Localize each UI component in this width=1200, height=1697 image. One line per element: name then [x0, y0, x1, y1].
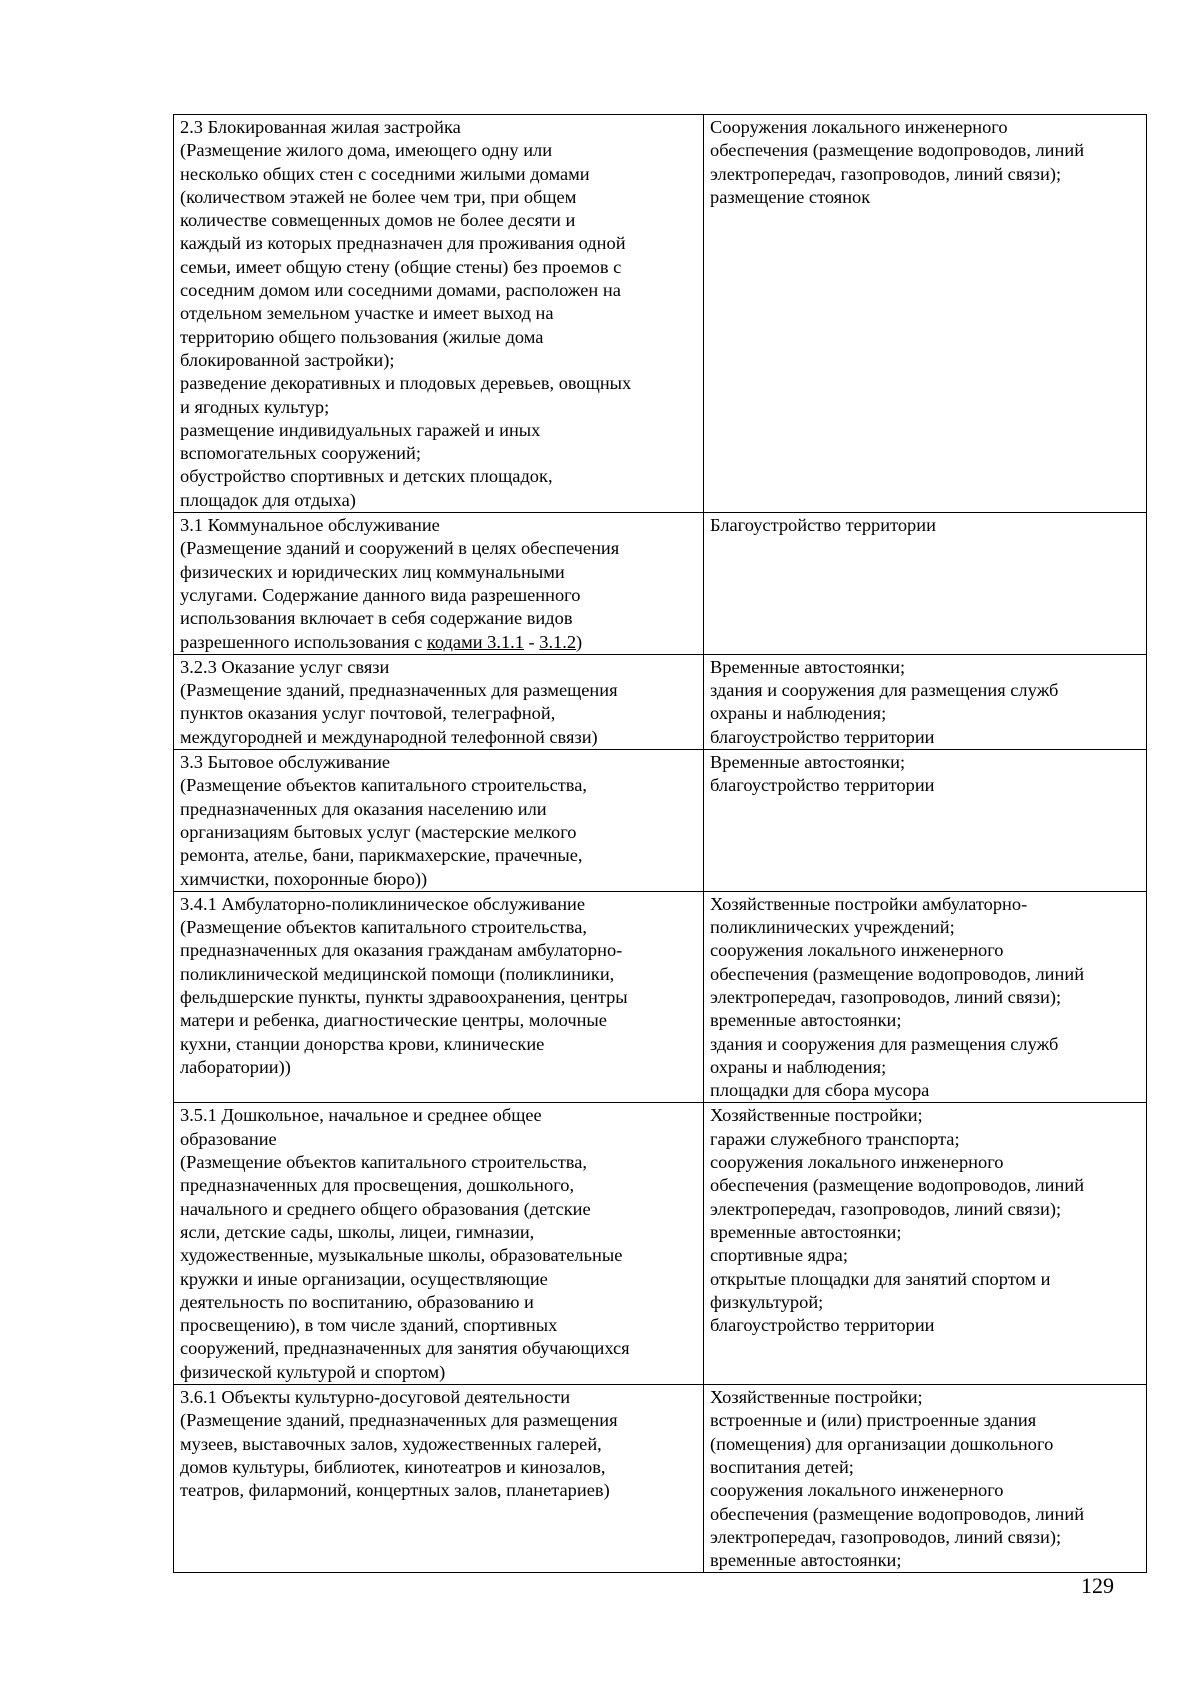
cell-line: Хозяйственные постройки; [710, 1387, 923, 1408]
cell-line: (Размещение объектов капитального строительства, [180, 1152, 587, 1173]
codes-link-3-1-1[interactable]: кодами 3.1.1 [426, 631, 524, 652]
cell-line: предназначенных для оказания гражданам амбулаторно- [180, 940, 623, 961]
cell-line: здания и сооружения для размещения служб [710, 1033, 1059, 1054]
cell-line: благоустройство территории [710, 775, 935, 796]
cell-line: (Размещение зданий, предназначенных для размещения [180, 1410, 618, 1431]
cell-line: химчистки, похоронные бюро)) [180, 868, 428, 889]
cell-line: размещение стоянок [710, 186, 871, 207]
cell-line: электропередач, газопроводов, линий связи); [710, 163, 1062, 184]
table-row [174, 115, 1147, 513]
cell-line: Хозяйственные постройки; [710, 1105, 923, 1126]
cell-line: матери и ребенка, диагностические центры, молочные [180, 1010, 607, 1031]
auxiliary-use-cell [704, 750, 1147, 892]
cell-line: обеспечения (размещение водопроводов, линий [710, 140, 1085, 161]
auxiliary-use-cell [704, 115, 1147, 513]
main-use-cell [174, 1385, 704, 1573]
cell-line: обеспечения (размещение водопроводов, линий [710, 1503, 1085, 1524]
cell-line: предназначенных для просвещения, дошкольного, [180, 1175, 575, 1196]
cell-line: и ягодных культур; [180, 396, 330, 417]
cell-line: Сооружения локального инженерного [710, 117, 1008, 137]
auxiliary-use-cell [704, 513, 1147, 655]
auxiliary-use-cell [704, 1385, 1147, 1573]
cell-line: организациям бытовых услуг (мастерские мелкого [180, 821, 577, 842]
cell-line: деятельность по воспитанию, образованию и [180, 1291, 534, 1312]
main-use-cell [174, 654, 704, 749]
cell-line: площадок для отдыха) [180, 489, 356, 510]
cell-line: (Размещение жилого дома, имеющего одну или [180, 140, 553, 161]
cell-line: пунктов оказания услуг почтовой, телеграфной, [180, 703, 556, 724]
cell-line: благоустройство территории [710, 726, 935, 747]
cell-line: физических и юридических лиц коммунальными [180, 561, 565, 582]
cell-line: 3.2.3 Оказание услуг связи [180, 656, 390, 677]
cell-text: разрешенного использования с [180, 631, 427, 652]
main-use-cell [174, 513, 704, 655]
cell-line: сооружения локального инженерного [710, 1480, 1004, 1501]
cell-line: электропередач, газопроводов, линий связи); [710, 1198, 1062, 1219]
cell-line: 3.3 Бытовое обслуживание [180, 752, 391, 773]
cell-line: временные автостоянки; [710, 1010, 902, 1031]
cell-line: (Размещение зданий, предназначенных для размещения [180, 680, 618, 701]
main-use-cell [174, 1103, 704, 1385]
cell-line: Хозяйственные постройки амбулаторно- [710, 893, 1028, 914]
cell-line: благоустройство территории [710, 1315, 935, 1336]
cell-line: встроенные и (или) пристроенные здания [710, 1410, 1037, 1431]
cell-line: обеспечения (размещение водопроводов, линий [710, 1175, 1085, 1196]
page-number: 129 [1081, 1573, 1114, 1598]
cell-text: ) [576, 631, 583, 652]
cell-line: (Размещение объектов капитального строительства, [180, 775, 587, 796]
table-row [174, 1385, 1147, 1573]
cell-line: ремонта, ателье, бани, парикмахерские, прачечные, [180, 845, 583, 866]
table-row [174, 654, 1147, 749]
cell-line: начального и среднего общего образования (детские [180, 1198, 591, 1219]
cell-line: сооружений, предназначенных для занятия обучающихся [180, 1338, 630, 1359]
cell-line: семьи, имеет общую стену (общие стены) без проемов с [180, 256, 622, 277]
cell-line: (Размещение объектов капитального строительства, [180, 917, 587, 938]
cell-line: временные автостоянки; [710, 1550, 902, 1571]
table-row [174, 891, 1147, 1103]
cell-line: соседним домом или соседними домами, расположен на [180, 280, 621, 301]
cell-line: блокированной застройки); [180, 349, 395, 370]
cell-line: Благоустройство территории [710, 515, 936, 536]
cell-line: открытые площадки для занятий спортом и [710, 1268, 1051, 1289]
cell-line [180, 631, 697, 654]
cell-line: просвещению), в том числе зданий, спортивных [180, 1315, 558, 1336]
cell-line: предназначенных для оказания населению или [180, 798, 547, 819]
cell-line: поликлинических учреждений; [710, 917, 955, 938]
cell-line: воспитания детей; [710, 1456, 854, 1477]
cell-line: электропередач, газопроводов, линий связи); [710, 986, 1062, 1007]
cell-line: сооружения локального инженерного [710, 1152, 1004, 1173]
cell-line: Временные автостоянки; [710, 656, 906, 677]
cell-line: междугородней и международной телефонной связи) [180, 726, 598, 747]
cell-line: сооружения локального инженерного [710, 940, 1004, 961]
cell-line: театров, филармоний, концертных залов, планетариев) [180, 1480, 610, 1501]
cell-line: поликлинической медицинской помощи (поликлиники, [180, 963, 615, 984]
cell-text: - [523, 631, 540, 652]
cell-line: обустройство спортивных и детских площадок, [180, 466, 553, 487]
table-row [174, 750, 1147, 892]
cell-line: физкультурой; [710, 1291, 824, 1312]
cell-line: охраны и наблюдения; [710, 703, 887, 724]
table-row [174, 1103, 1147, 1385]
cell-line: кухни, станции донорства крови, клинические [180, 1033, 545, 1054]
cell-line: отдельном земельном участке и имеет выход на [180, 303, 554, 324]
cell-line: 2.3 Блокированная жилая застройка [180, 117, 461, 137]
cell-line: музеев, выставочных залов, художественных галерей, [180, 1433, 602, 1454]
table-row [174, 513, 1147, 655]
cell-line: 3.1 Коммунальное обслуживание [180, 515, 440, 536]
cell-line: размещение индивидуальных гаражей и иных [180, 419, 541, 440]
cell-line: Временные автостоянки; [710, 752, 906, 773]
cell-line: площадки для сбора мусора [710, 1080, 930, 1101]
cell-line: использования включает в себя содержание видов [180, 608, 573, 629]
cell-line: разведение декоративных и плодовых деревьев, овощных [180, 373, 632, 394]
cell-line: (Размещение зданий и сооружений в целях обеспечения [180, 538, 620, 559]
cell-line: электропередач, газопроводов, линий связи); [710, 1526, 1062, 1547]
cell-line: художественные, музыкальные школы, образовательные [180, 1245, 623, 1266]
main-use-cell [174, 891, 704, 1103]
cell-line: 3.4.1 Амбулаторно-поликлиническое обслуживание [180, 893, 586, 914]
cell-line: вспомогательных сооружений; [180, 443, 421, 464]
cell-line: здания и сооружения для размещения служб [710, 680, 1059, 701]
cell-line: образование [180, 1128, 277, 1149]
cell-line: территорию общего пользования (жилые дома [180, 326, 544, 347]
cell-line: услугами. Содержание данного вида разрешенного [180, 584, 581, 605]
cell-line: 3.6.1 Объекты культурно-досуговой деятельности [180, 1387, 571, 1408]
cell-line: обеспечения (размещение водопроводов, линий [710, 963, 1085, 984]
cell-line: 3.5.1 Дошкольное, начальное и среднее общее [180, 1105, 542, 1126]
code-link-3-1-2[interactable]: 3.1.2 [539, 631, 577, 652]
auxiliary-use-cell [704, 1103, 1147, 1385]
cell-line: гаражи служебного транспорта; [710, 1128, 960, 1149]
cell-line: ясли, детские сады, школы, лицеи, гимназии, [180, 1221, 535, 1242]
main-use-cell [174, 750, 704, 892]
land-use-table [173, 114, 1147, 1573]
cell-line: физической культурой и спортом) [180, 1361, 446, 1382]
cell-line: (количеством этажей не более чем три, при общем [180, 186, 577, 207]
cell-line: временные автостоянки; [710, 1221, 902, 1242]
cell-line: (помещения) для организации дошкольного [710, 1433, 1054, 1454]
cell-line: домов культуры, библиотек, кинотеатров и кинозалов, [180, 1456, 606, 1477]
cell-line: каждый из которых предназначен для проживания одной [180, 233, 626, 254]
cell-line: кружки и иные организации, осуществляющие [180, 1268, 548, 1289]
cell-line: спортивные ядра; [710, 1245, 848, 1266]
cell-line: несколько общих стен с соседними жилыми домами [180, 163, 590, 184]
auxiliary-use-cell [704, 654, 1147, 749]
cell-line: фельдшерские пункты, пункты здравоохранения, центры [180, 986, 628, 1007]
auxiliary-use-cell [704, 891, 1147, 1103]
cell-line: лаборатории)) [180, 1056, 291, 1077]
main-use-cell [174, 115, 704, 513]
cell-line: охраны и наблюдения; [710, 1056, 887, 1077]
cell-line: количестве совмещенных домов не более десяти и [180, 210, 576, 231]
